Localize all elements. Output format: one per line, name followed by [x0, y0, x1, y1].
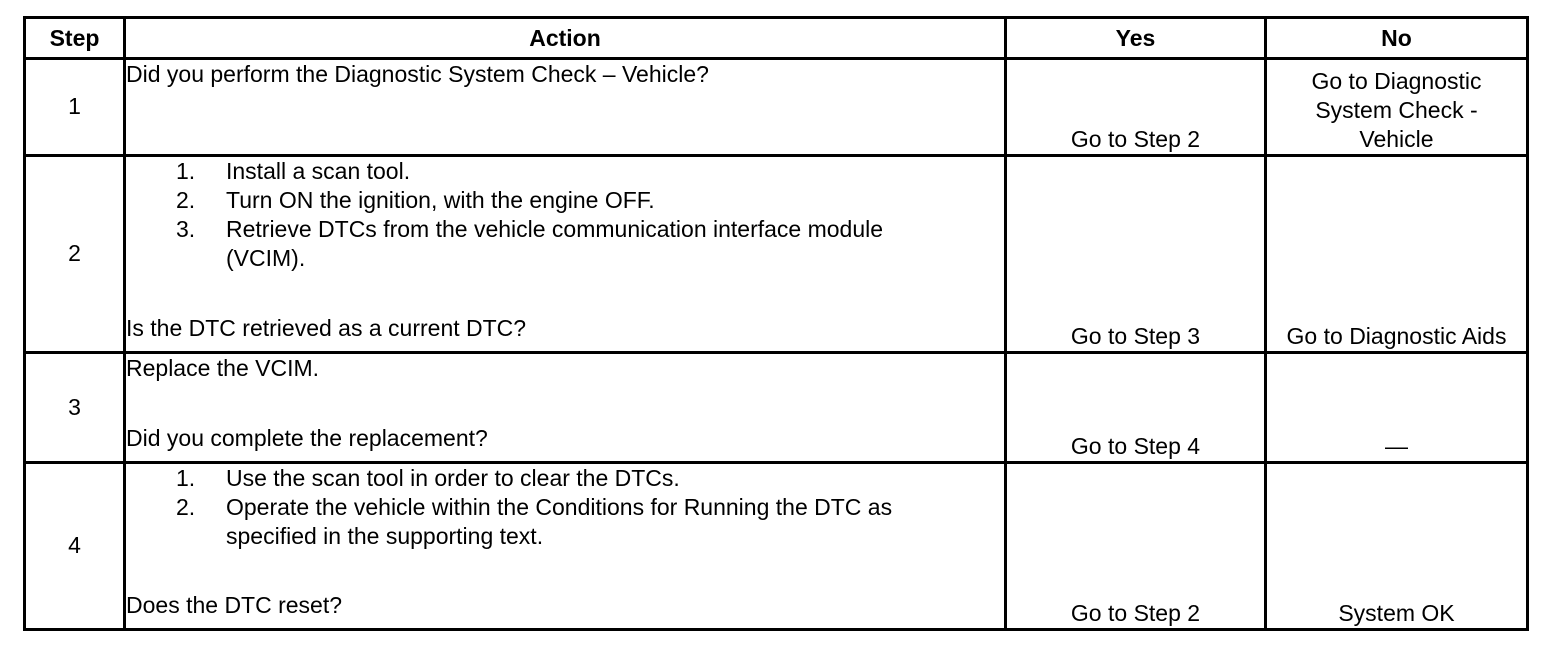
list-item-text: Install a scan tool. — [226, 157, 411, 184]
list-item-text: Turn ON the ignition, with the engine OFF. — [226, 186, 655, 213]
table-row — [25, 353, 1528, 463]
yes-cell: Go to Step 3 — [1006, 155, 1266, 352]
table-row — [25, 462, 1528, 629]
list-item-number: 2. — [176, 186, 196, 213]
no-cell: System OK — [1266, 462, 1528, 629]
list-item-number: 1. — [176, 157, 196, 184]
list-item — [126, 493, 1004, 551]
list-item-text: Operate the vehicle within the Conditions for Running the DTC as specified in the supporting text. — [226, 493, 893, 549]
table-row — [25, 155, 1528, 352]
list-item-text: Retrieve DTCs from the vehicle communication interface module (VCIM). — [226, 215, 884, 271]
yes-cell: Go to Step 2 — [1006, 462, 1266, 629]
step-number: 3 — [25, 353, 125, 463]
list-item-text: Use the scan tool in order to clear the DTCs. — [226, 464, 680, 491]
no-cell: Go to Diagnostic Aids — [1266, 155, 1528, 352]
table-row — [25, 59, 1528, 156]
list-item — [126, 464, 1004, 493]
action-text: Did you perform the Diagnostic System Check – Vehicle? — [126, 61, 709, 87]
header-no: No — [1266, 18, 1528, 59]
step-number: 4 — [25, 462, 125, 629]
list-item — [126, 157, 1004, 186]
yes-cell: Go to Step 4 — [1006, 353, 1266, 463]
action-cell — [125, 59, 1006, 156]
question-text: Does the DTC reset? — [126, 591, 343, 618]
action-cell — [125, 353, 1006, 463]
instruction-list — [126, 464, 1004, 551]
no-cell: — — [1266, 353, 1528, 463]
no-cell: Go to Diagnostic System Check - Vehicle — [1266, 59, 1528, 156]
header-action: Action — [125, 18, 1006, 59]
action-cell — [125, 462, 1006, 629]
table-header-row — [25, 18, 1528, 59]
header-step: Step — [25, 18, 125, 59]
list-item-number: 3. — [176, 215, 196, 242]
question-text: Is the DTC retrieved as a current DTC? — [126, 314, 527, 341]
action-text: Replace the VCIM. — [126, 355, 320, 382]
diagnostic-table — [23, 16, 1529, 631]
list-item-number: 2. — [176, 493, 196, 520]
step-number: 1 — [25, 59, 125, 156]
list-item — [126, 186, 1004, 215]
yes-cell: Go to Step 2 — [1006, 59, 1266, 156]
list-item — [126, 215, 1004, 273]
instruction-list — [126, 157, 1004, 273]
step-number: 2 — [25, 155, 125, 352]
action-cell — [125, 155, 1006, 352]
list-item-number: 1. — [176, 464, 196, 491]
header-yes: Yes — [1006, 18, 1266, 59]
question-text: Did you complete the replacement? — [126, 425, 488, 452]
